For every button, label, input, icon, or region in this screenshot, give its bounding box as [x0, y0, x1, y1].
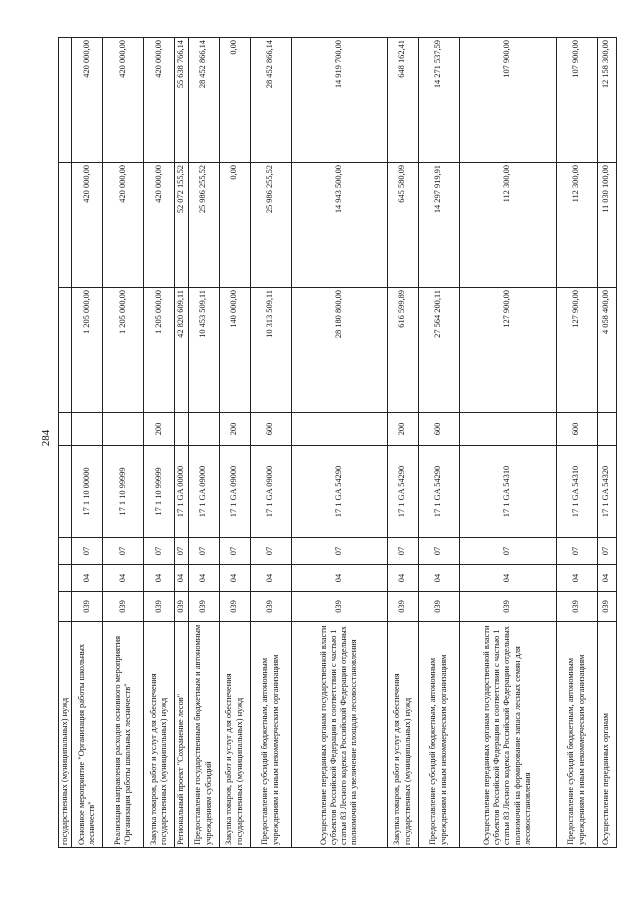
cell-sum-year-3: 12 158 300,00: [597, 38, 616, 163]
cell-razdel: 04: [387, 565, 418, 592]
cell-target-article: 17 1 GA 54290: [387, 446, 418, 538]
cell-sum-year-3: 420 000,00: [103, 38, 144, 163]
cell-razdel: 04: [219, 565, 250, 592]
cell-sum-year-1: 127 900,00: [556, 288, 597, 413]
cell-sum-year-3: 28 452 866,14: [188, 38, 219, 163]
table-row: [175, 38, 188, 848]
page-number: [36, 418, 56, 458]
cell-sum-year-3: 107 900,00: [556, 38, 597, 163]
table-row: [597, 38, 616, 848]
row-name: Закупка товаров, работ и услуг для обеспечения государственных (муниципальных) нужд: [219, 622, 250, 848]
cell-razdel: 04: [459, 565, 556, 592]
cell-sum-year-2: 0,00: [219, 163, 250, 288]
cell-target-article: [59, 446, 72, 538]
cell-podrazdel: 07: [556, 538, 597, 565]
cell-razdel: 04: [72, 565, 103, 592]
cell-razdel: 04: [597, 565, 616, 592]
cell-razdel: 04: [291, 565, 387, 592]
cell-expense-type: [72, 413, 103, 446]
cell-podrazdel: 07: [291, 538, 387, 565]
cell-podrazdel: 07: [219, 538, 250, 565]
table-row: [219, 38, 250, 848]
cell-sum-year-1: 616 599,89: [387, 288, 418, 413]
cell-sum-year-1: 42 820 609,11: [175, 288, 188, 413]
cell-sum-year-1: 1 205 000,00: [103, 288, 144, 413]
table-row: [72, 38, 103, 848]
cell-expense-type: [175, 413, 188, 446]
row-name: Региональный проект "Сохранение лесов": [175, 622, 188, 848]
cell-sum-year-2: 420 000,00: [72, 163, 103, 288]
table-row: [418, 38, 459, 848]
cell-razdel: 04: [144, 565, 175, 592]
cell-target-article: 17 1 10 99999: [144, 446, 175, 538]
table-row: [291, 38, 387, 848]
cell-expense-type: [188, 413, 219, 446]
budget-table: [58, 37, 617, 848]
cell-sum-year-2: 112 300,00: [459, 163, 556, 288]
table-row: [59, 38, 72, 848]
cell-sum-year-1: 1 205 000,00: [144, 288, 175, 413]
cell-grbs: 039: [418, 592, 459, 622]
row-name: Основное мероприятие "Организация работы школьных лесничеств": [72, 622, 103, 848]
cell-razdel: 04: [250, 565, 291, 592]
cell-grbs: 039: [250, 592, 291, 622]
cell-grbs: 039: [103, 592, 144, 622]
cell-sum-year-3: 28 452 866,14: [250, 38, 291, 163]
cell-expense-type: 600: [556, 413, 597, 446]
cell-grbs: 039: [175, 592, 188, 622]
cell-grbs: 039: [219, 592, 250, 622]
cell-target-article: 17 1 GA 09000: [250, 446, 291, 538]
cell-grbs: 039: [144, 592, 175, 622]
cell-target-article: 17 1 GA 54310: [459, 446, 556, 538]
cell-grbs: [59, 592, 72, 622]
page-number-text: 284: [40, 429, 52, 447]
cell-sum-year-2: 52 072 155,52: [175, 163, 188, 288]
cell-sum-year-1: 140 000,00: [219, 288, 250, 413]
cell-grbs: 039: [72, 592, 103, 622]
cell-expense-type: 600: [418, 413, 459, 446]
cell-grbs: 039: [459, 592, 556, 622]
row-name: Предоставление субсидий бюджетным, автономным учреждениям и иным некоммерческим организациям: [418, 622, 459, 848]
cell-sum-year-2: 420 000,00: [103, 163, 144, 288]
cell-podrazdel: 07: [144, 538, 175, 565]
cell-sum-year-2: [59, 163, 72, 288]
cell-sum-year-3: 14 271 537,59: [418, 38, 459, 163]
row-name: Осуществление переданных органам государственной власти субъектов Российской Федерации в соответствии с частью 1 статьи 83 Лесного кодекса Российской Федерации отдельных полномочий на формирование запаса лесных семян для лесовосстановления: [459, 622, 556, 848]
cell-podrazdel: 07: [103, 538, 144, 565]
cell-target-article: 17 1 GA 54320: [597, 446, 616, 538]
cell-expense-type: 600: [250, 413, 291, 446]
row-name: Реализация направления расходов основного мероприятия "Организация работы школьных лесничеств": [103, 622, 144, 848]
cell-razdel: 04: [418, 565, 459, 592]
cell-sum-year-2: 112 300,00: [556, 163, 597, 288]
cell-target-article: 17 1 10 00000: [72, 446, 103, 538]
cell-expense-type: 200: [144, 413, 175, 446]
cell-razdel: 04: [556, 565, 597, 592]
row-name: Осуществление переданных органам: [597, 622, 616, 848]
cell-grbs: 039: [556, 592, 597, 622]
cell-razdel: 04: [103, 565, 144, 592]
cell-sum-year-1: 27 564 200,11: [418, 288, 459, 413]
cell-target-article: 17 1 GA 09000: [188, 446, 219, 538]
row-name: Предоставление субсидий бюджетным, автономным учреждениям и иным некоммерческим организациям: [556, 622, 597, 848]
cell-target-article: 17 1 10 99999: [103, 446, 144, 538]
budget-sheet: [58, 38, 611, 848]
cell-target-article: 17 1 GA 54290: [291, 446, 387, 538]
cell-sum-year-2: 11 030 100,00: [597, 163, 616, 288]
cell-sum-year-1: 1 205 000,00: [72, 288, 103, 413]
cell-grbs: 039: [387, 592, 418, 622]
cell-sum-year-3: [59, 38, 72, 163]
cell-sum-year-2: 25 986 255,52: [188, 163, 219, 288]
table-body: [59, 38, 617, 848]
cell-grbs: 039: [291, 592, 387, 622]
cell-sum-year-3: 14 919 700,00: [291, 38, 387, 163]
cell-sum-year-1: 10 453 509,11: [188, 288, 219, 413]
cell-sum-year-2: 25 986 255,52: [250, 163, 291, 288]
table-row: [144, 38, 175, 848]
table-row: [556, 38, 597, 848]
cell-sum-year-2: 14 943 500,00: [291, 163, 387, 288]
cell-expense-type: 200: [219, 413, 250, 446]
cell-sum-year-1: 4 058 400,00: [597, 288, 616, 413]
cell-razdel: 04: [188, 565, 219, 592]
cell-grbs: 039: [188, 592, 219, 622]
cell-expense-type: [103, 413, 144, 446]
table-row: [188, 38, 219, 848]
cell-podrazdel: 07: [597, 538, 616, 565]
cell-podrazdel: 07: [459, 538, 556, 565]
cell-podrazdel: 07: [175, 538, 188, 565]
cell-sum-year-3: 0,00: [219, 38, 250, 163]
cell-podrazdel: 07: [418, 538, 459, 565]
cell-sum-year-2: 420 000,00: [144, 163, 175, 288]
cell-expense-type: [291, 413, 387, 446]
row-name: государственных (муниципальных) нужд: [59, 622, 72, 848]
cell-sum-year-2: 645 580,09: [387, 163, 418, 288]
table-row: [459, 38, 556, 848]
cell-razdel: 04: [175, 565, 188, 592]
cell-target-article: 17 1 GA 00000: [175, 446, 188, 538]
page-frame: [58, 38, 611, 848]
cell-sum-year-1: 127 900,00: [459, 288, 556, 413]
cell-expense-type: 200: [387, 413, 418, 446]
table-row: [387, 38, 418, 848]
row-name: Предоставление государственным бюджетным и автономным учреждениям субсидий: [188, 622, 219, 848]
cell-sum-year-2: 14 297 919,91: [418, 163, 459, 288]
cell-sum-year-3: 420 000,00: [72, 38, 103, 163]
cell-podrazdel: 07: [387, 538, 418, 565]
row-name: Закупка товаров, работ и услуг для обеспечения государственных (муниципальных) нужд: [387, 622, 418, 848]
cell-sum-year-1: 10 313 509,11: [250, 288, 291, 413]
cell-sum-year-3: 648 162,41: [387, 38, 418, 163]
row-name: Предоставление субсидий бюджетным, автономным учреждениям и иным некоммерческим организациям: [250, 622, 291, 848]
cell-razdel: [59, 565, 72, 592]
table-row: [103, 38, 144, 848]
cell-sum-year-3: 420 000,00: [144, 38, 175, 163]
table-row: [250, 38, 291, 848]
row-name: Закупка товаров, работ и услуг для обеспечения государственных (муниципальных) нужд: [144, 622, 175, 848]
cell-sum-year-3: 55 638 766,14: [175, 38, 188, 163]
cell-expense-type: [459, 413, 556, 446]
cell-podrazdel: [59, 538, 72, 565]
cell-podrazdel: 07: [188, 538, 219, 565]
cell-podrazdel: 07: [250, 538, 291, 565]
cell-sum-year-3: 107 900,00: [459, 38, 556, 163]
cell-target-article: 17 1 GA 54290: [418, 446, 459, 538]
cell-podrazdel: 07: [72, 538, 103, 565]
cell-expense-type: [59, 413, 72, 446]
cell-target-article: 17 1 GA 09000: [219, 446, 250, 538]
cell-sum-year-1: [59, 288, 72, 413]
row-name: Осуществление переданных органам государственной власти субъектов Российской Федерации в соответствии с частью 1 статьи 83 Лесного кодекса Российской Федерации отдельных полномочий на увеличение площади лесовосстановления: [291, 622, 387, 848]
cell-expense-type: [597, 413, 616, 446]
cell-target-article: 17 1 GA 54310: [556, 446, 597, 538]
cell-sum-year-1: 28 180 800,00: [291, 288, 387, 413]
cell-grbs: 039: [597, 592, 616, 622]
